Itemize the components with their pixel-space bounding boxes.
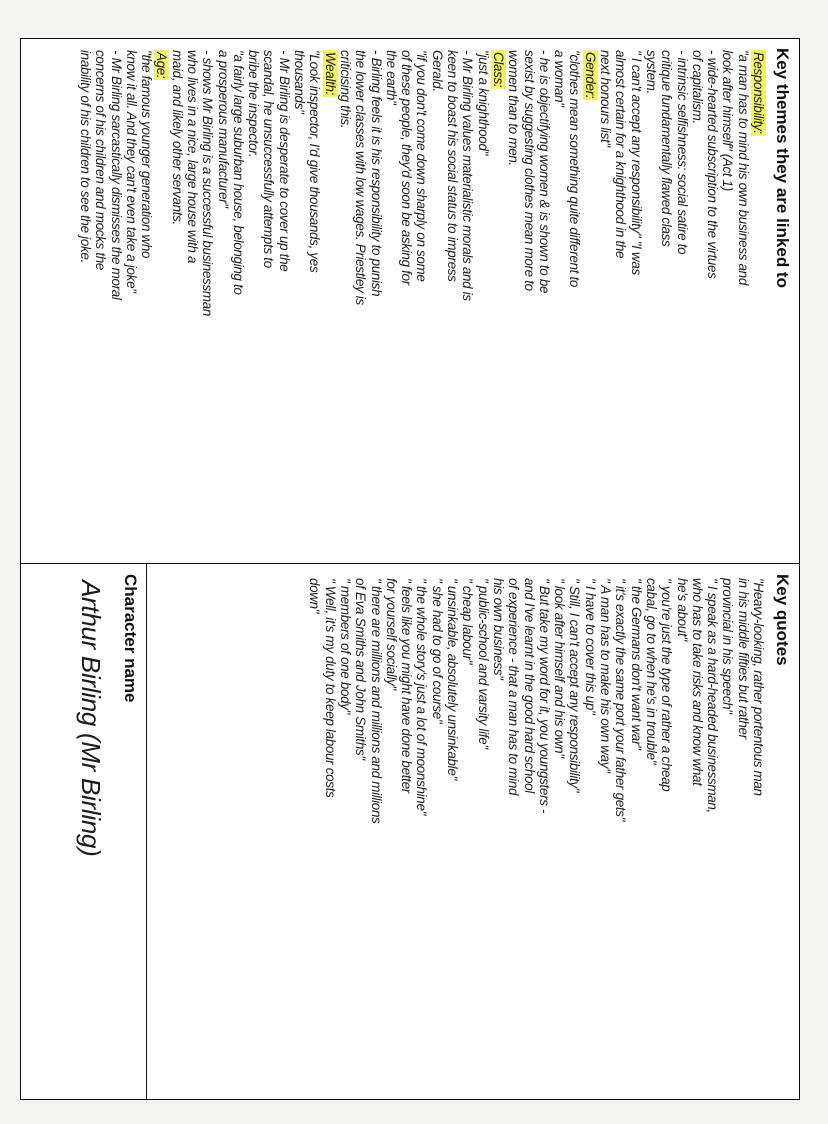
worksheet bbox=[20, 38, 800, 1100]
theme-note-line bbox=[537, 50, 552, 558]
theme-heading-text: Responsibility: bbox=[751, 52, 766, 134]
theme-note-line bbox=[93, 50, 108, 558]
theme-note-line bbox=[475, 50, 490, 558]
quote-line: his own business" bbox=[490, 578, 506, 680]
theme-note-line bbox=[384, 50, 399, 558]
themes-notes bbox=[78, 50, 766, 558]
themes-header: Key themes they are linked to bbox=[773, 48, 792, 288]
quote-line: he's about" bbox=[674, 578, 690, 641]
theme-note-text: almost certain for a knighthood in the bbox=[613, 50, 629, 259]
theme-note-text: - Mr Birling values materialistic morals and is bbox=[460, 50, 476, 301]
theme-note-text: women than to men. bbox=[506, 50, 522, 166]
theme-note-text: critique fundamentally flawed class bbox=[659, 50, 675, 247]
theme-note-text: who lives in a nice, large house with a bbox=[185, 50, 201, 264]
theme-note-line bbox=[108, 50, 123, 558]
theme-note-line bbox=[674, 50, 689, 558]
theme-note-line bbox=[613, 50, 628, 558]
theme-note-line bbox=[521, 50, 536, 558]
theme-note-text: sexist by suggesting clothes mean more to bbox=[521, 50, 537, 291]
theme-heading-text: Age: bbox=[154, 52, 170, 79]
theme-note-line bbox=[338, 50, 353, 558]
theme-note-text: of capitalism. bbox=[689, 50, 705, 124]
theme-heading-text: Class: bbox=[490, 52, 506, 88]
theme-note-text: concerns of his children and mocks the bbox=[93, 50, 109, 271]
quote-line: " Still, I can't accept any responsibility" bbox=[567, 578, 583, 793]
theme-note-text: a prosperous manufacturer" bbox=[215, 50, 231, 208]
character-header: Character name bbox=[121, 574, 140, 703]
quote-line: in his middle fifties but rather bbox=[735, 578, 751, 739]
theme-note-line bbox=[720, 50, 735, 558]
theme-note-line bbox=[460, 50, 475, 558]
quote-line: " members of one body" bbox=[337, 578, 353, 715]
theme-note-text: - intrinsic selfishness: social satire to bbox=[674, 50, 690, 255]
theme-note-text: - wide-hearted subscription to the virtues bbox=[705, 50, 721, 279]
theme-note-text: scandal, he unsuccessfully attempts to bbox=[261, 50, 277, 268]
theme-heading-text: Gender: bbox=[582, 52, 598, 99]
quote-line: " she had to go of course" bbox=[429, 578, 445, 724]
quote-line: for yourself socially" bbox=[383, 578, 399, 691]
theme-note-text: "a fairly large suburban house, belonging to bbox=[230, 50, 246, 295]
theme-note-text: " I can't accept any responsibility" "I was bbox=[628, 50, 644, 275]
theme-note-text: maid, and likely other servants. bbox=[169, 50, 185, 225]
theme-note-text: inability of his children to see the joke. bbox=[77, 50, 93, 263]
quotes-notes bbox=[307, 578, 766, 1094]
theme-note-text: thousands" bbox=[292, 50, 308, 114]
theme-note-text: - Birling feels it is his responsibility to punish bbox=[368, 50, 384, 297]
theme-note-text: "the famous younger generation who bbox=[139, 50, 155, 259]
quote-line: " cheap labour" bbox=[460, 578, 476, 665]
theme-heading-text: Wealth: bbox=[322, 52, 338, 96]
theme-note-text: "Look inspector, I'd give thousands, yes bbox=[307, 50, 323, 273]
quote-line: " there are millions and millions and millions bbox=[368, 578, 384, 824]
rotated-worksheet-content bbox=[20, 38, 800, 1100]
column-divider bbox=[20, 563, 800, 564]
theme-note-text: bribe the inspector. bbox=[246, 50, 262, 158]
quotes-header: Key quotes bbox=[773, 574, 792, 666]
theme-note-line bbox=[200, 50, 215, 558]
quote-line: " public-school and varsity life" bbox=[475, 578, 491, 749]
character-box-divider bbox=[146, 564, 147, 1100]
theme-note-line bbox=[399, 50, 414, 558]
quote-line: " the Germans don't want war" bbox=[628, 578, 644, 750]
quote-line: of Eva Smiths and John Smiths" bbox=[353, 578, 369, 760]
theme-note-line bbox=[644, 50, 659, 558]
quote-line: who has to take risks and know what bbox=[689, 578, 705, 786]
theme-note-line bbox=[307, 50, 322, 558]
theme-note-line bbox=[261, 50, 276, 558]
theme-note-line bbox=[690, 50, 705, 558]
theme-heading bbox=[322, 50, 337, 558]
theme-note-line bbox=[277, 50, 292, 558]
quote-line: down" bbox=[307, 578, 323, 614]
theme-note-line bbox=[659, 50, 674, 558]
theme-note-line bbox=[429, 50, 444, 558]
theme-note-text: keen to boast his social status to impress bbox=[445, 50, 461, 282]
quote-line: " you're just the type of rather a cheap bbox=[659, 578, 675, 792]
theme-note-text: the earth" bbox=[383, 50, 399, 105]
theme-note-text: look after himself" (Act 1) bbox=[720, 50, 736, 192]
theme-note-line bbox=[246, 50, 261, 558]
quote-line: " look after himself and his own" bbox=[552, 578, 568, 758]
quote-line: " the whole story's just a lot of moonshine" bbox=[414, 578, 430, 816]
theme-note-line bbox=[139, 50, 154, 558]
theme-note-text: next honours list" bbox=[598, 50, 614, 147]
quote-line: "Heavy-looking, rather portentous man bbox=[751, 578, 766, 796]
theme-note-line bbox=[628, 50, 643, 558]
theme-heading bbox=[491, 50, 506, 558]
theme-note-text: system. bbox=[643, 50, 659, 95]
theme-note-text: the lower classes with low wages. Priestley is bbox=[353, 50, 369, 305]
theme-note-text: a woman" bbox=[552, 50, 568, 107]
quote-line: " unsinkable, absolutely unsinkable" bbox=[445, 578, 461, 780]
character-name: Arthur Birling (Mr Birling) bbox=[76, 580, 106, 857]
theme-note-line bbox=[368, 50, 383, 558]
theme-note-line bbox=[215, 50, 230, 558]
theme-note-text: criticising this. bbox=[337, 50, 353, 129]
theme-note-line bbox=[353, 50, 368, 558]
theme-heading bbox=[582, 50, 597, 558]
theme-note-line bbox=[552, 50, 567, 558]
theme-note-text: "a man has to mind his own business and bbox=[735, 50, 751, 285]
theme-note-line bbox=[598, 50, 613, 558]
theme-note-line bbox=[124, 50, 139, 558]
theme-note-line bbox=[506, 50, 521, 558]
theme-note-text: "clothes mean something quite different to bbox=[567, 50, 583, 288]
theme-note-line bbox=[185, 50, 200, 558]
quote-line: " I have to cover this up" bbox=[582, 578, 598, 715]
theme-note-text: "just a knighthood" bbox=[475, 50, 491, 156]
quote-line: cabal, go to when he's in trouble" bbox=[643, 578, 659, 765]
theme-note-text: know it all. And they can't even take a joke" bbox=[123, 50, 139, 293]
quote-line: of experience - that a man has to mind bbox=[506, 578, 522, 796]
quote-line: " Well, it's my duty to keep labour costs bbox=[322, 578, 338, 798]
theme-note-line bbox=[231, 50, 246, 558]
theme-note-line bbox=[705, 50, 720, 558]
quote-line: " it's exactly the same port your father gets" bbox=[613, 578, 629, 822]
theme-note-line bbox=[414, 50, 429, 558]
quote-line: " But take my word for it, you youngsters - bbox=[536, 578, 552, 814]
theme-note-text: - Mr Birling is desperate to cover up the bbox=[276, 50, 292, 272]
theme-note-line bbox=[567, 50, 582, 558]
quote-line: " I speak as a hard-headed businessman, bbox=[705, 578, 721, 813]
theme-note-line bbox=[169, 50, 184, 558]
theme-heading bbox=[751, 50, 766, 558]
theme-note-text: Gerald. bbox=[429, 50, 445, 92]
quote-line: " A man has to make his own way" bbox=[598, 578, 614, 773]
quote-line: provincial in his speech" bbox=[720, 578, 736, 714]
theme-note-text: - Mr Birling sarcastically dismisses the moral bbox=[108, 50, 124, 300]
theme-note-line bbox=[292, 50, 307, 558]
theme-note-line bbox=[445, 50, 460, 558]
theme-note-line bbox=[735, 50, 750, 558]
theme-note-text: - shows Mr Birling is a successful businessman bbox=[200, 50, 216, 317]
theme-note-line bbox=[78, 50, 93, 558]
quote-line: " feels like you might have done better bbox=[399, 578, 415, 793]
theme-note-text: of these people, they'd soon be asking for bbox=[399, 50, 415, 285]
theme-note-text: "if you don't come down sharply on some bbox=[414, 50, 430, 282]
theme-heading bbox=[154, 50, 169, 558]
quote-line: and I've learnt in the good hard school bbox=[521, 578, 537, 793]
theme-note-text: - he is objectifying women & is shown to be bbox=[536, 50, 552, 294]
